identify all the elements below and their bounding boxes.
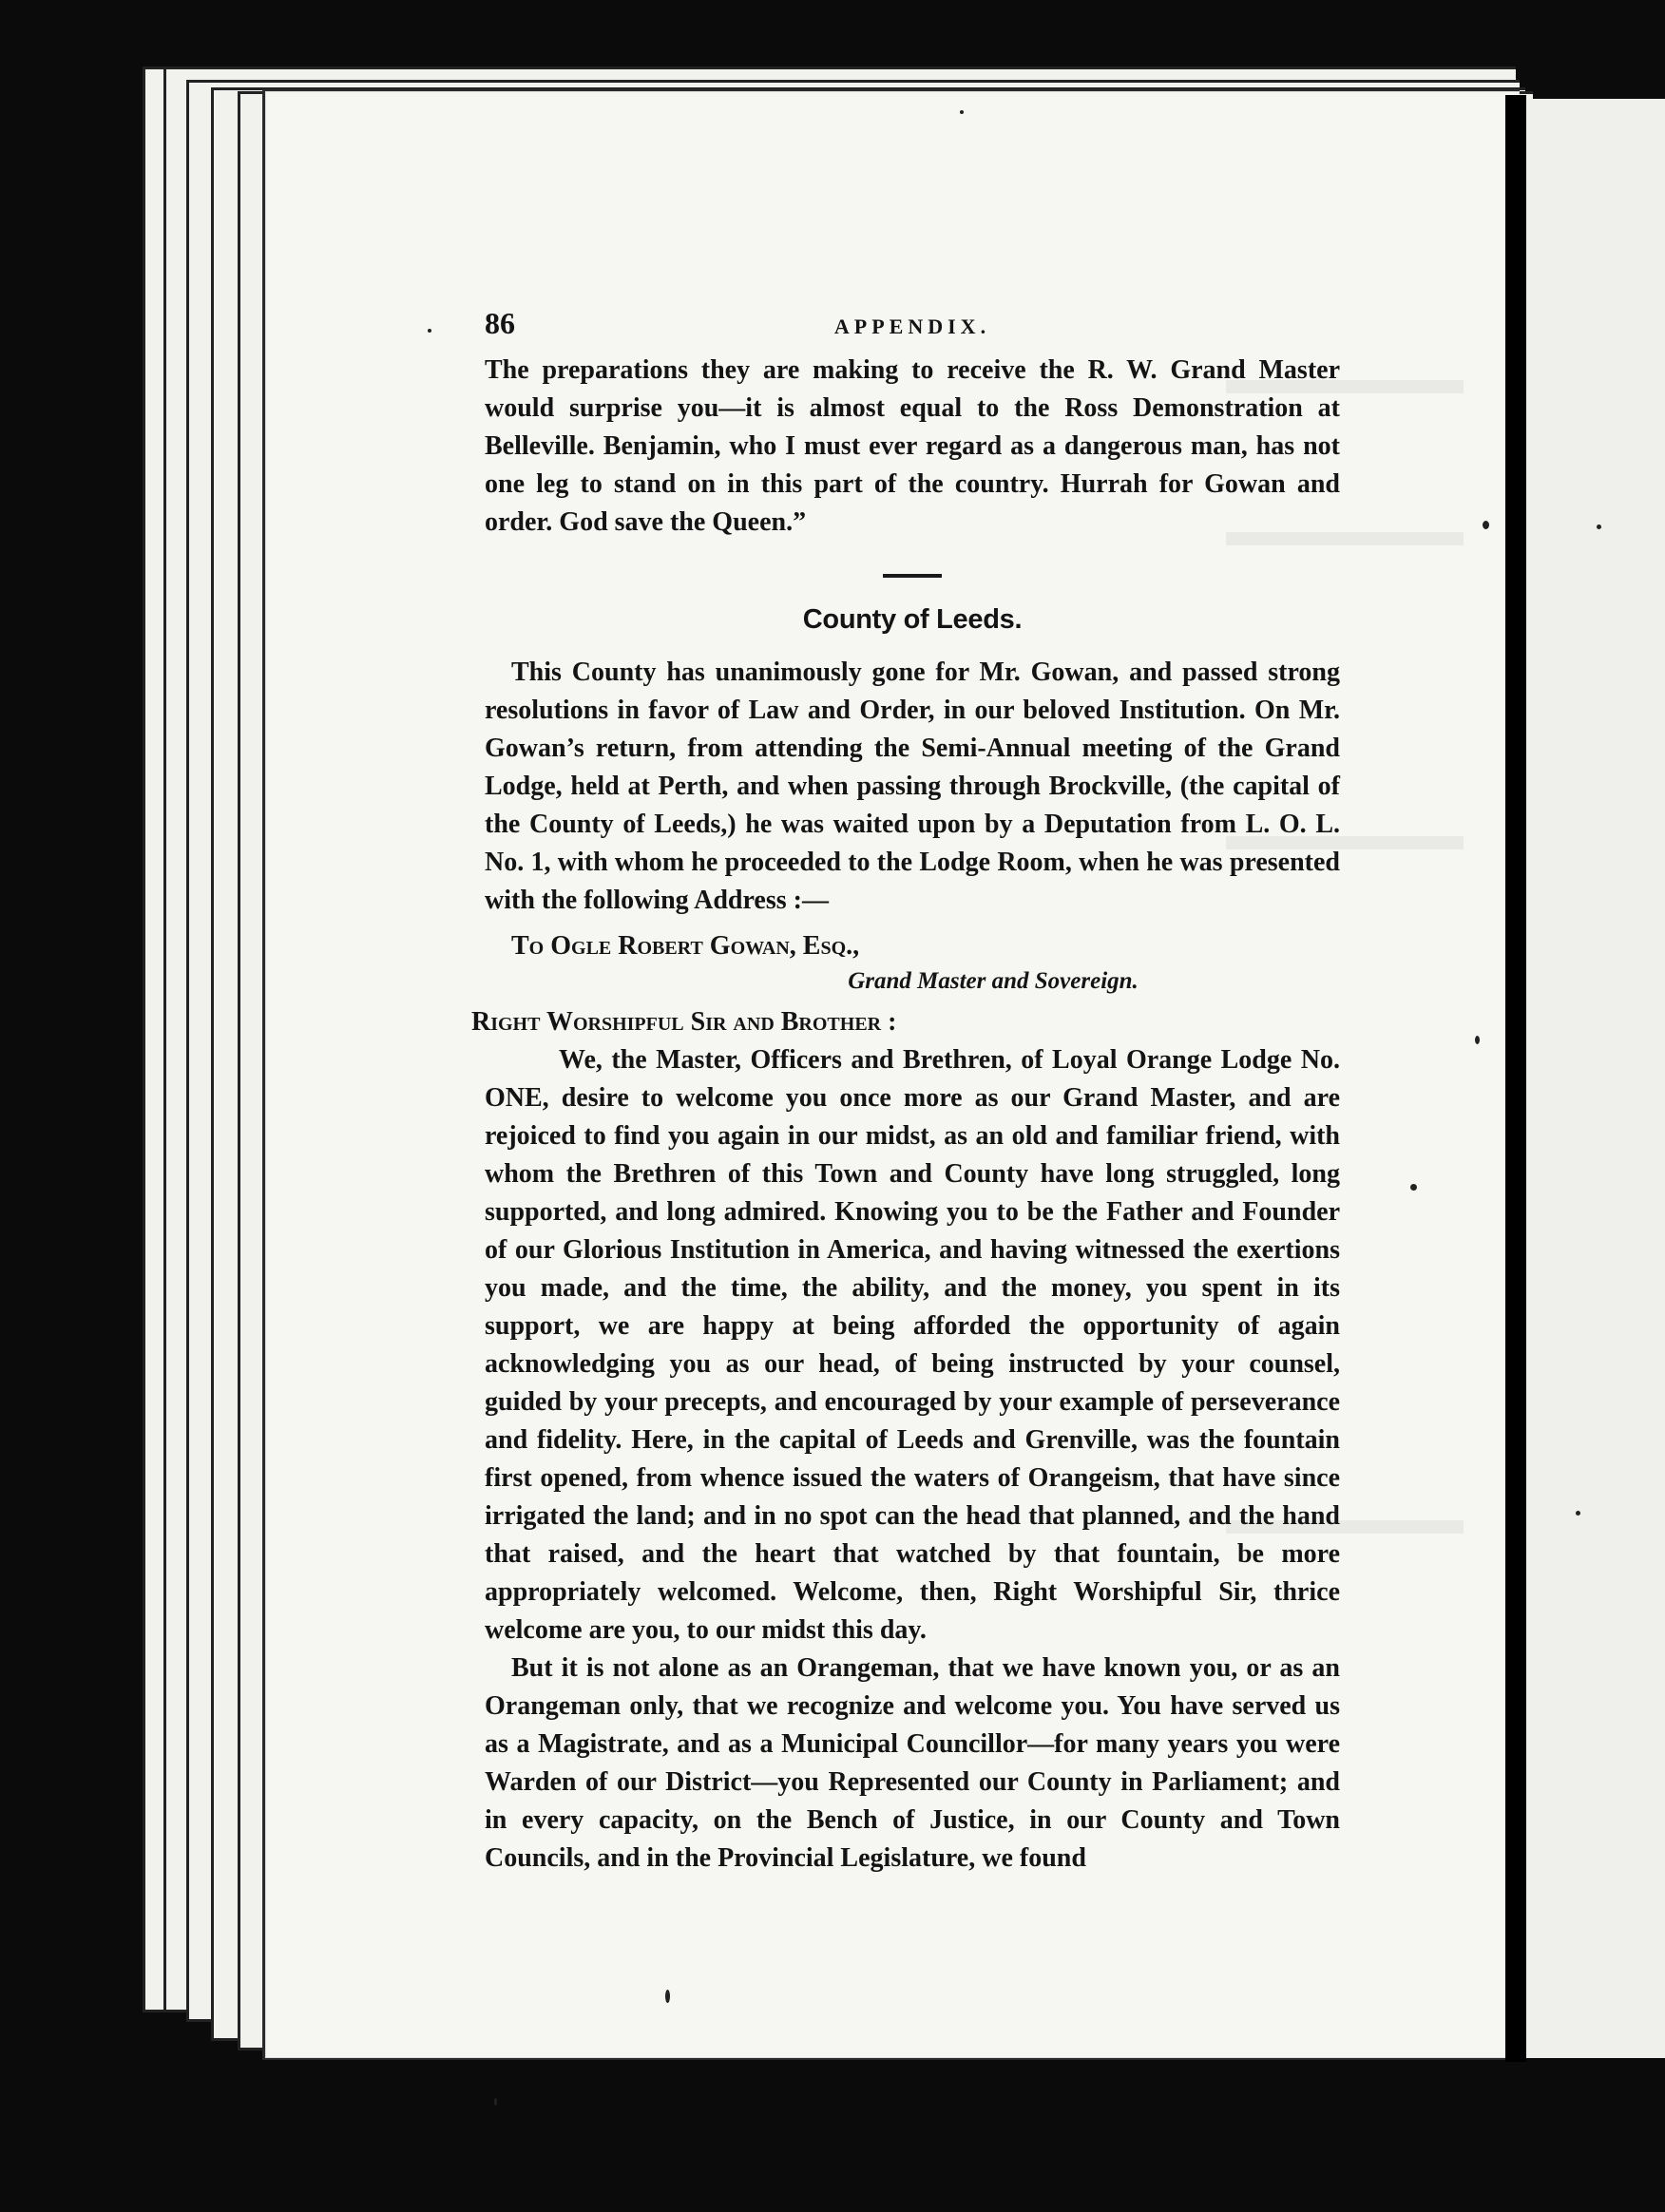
section-divider (883, 574, 942, 578)
page-text (471, 304, 1340, 1878)
facing-page-edge (1526, 99, 1665, 2058)
running-head (485, 304, 1340, 352)
scan-speck (1597, 524, 1601, 529)
scan-speck (428, 329, 431, 333)
scan-speck (1410, 1184, 1417, 1191)
scan-speck (1475, 1036, 1480, 1044)
address-continuation: But it is not alone as an Orangeman, that we have known you, or as an Orangeman only, that we recognize and welcome you. You have served us as a Magistrate, and as a Municipal Councillor—for many years you were Warden of our District—you Represented our County in Parliament; and in every capacity, on the Bench of Justice, in our County and Town Councils, and in the Provincial Legislature, we found (485, 1653, 1340, 1873)
section-intro: This County has unanimously gone for Mr. Gowan, and passed strong resolutions in favor of Law and Order, in our beloved Institution. On Mr. Gowan’s return, from attending the Semi-Annual meeting of the Grand Lodge, held at Perth, and when passing through Brockville, (the capital of the County of Leeds,) he was waited upon by a Deputation from L. O. L. No. 1, with whom he proceeded to the Lodge Room, when he was presented with the following Address :— (485, 658, 1340, 915)
scan-speck (1576, 1511, 1580, 1516)
scan-speck (665, 1990, 670, 2003)
scan-speck (1483, 521, 1489, 529)
section-title: County of Leeds. (802, 604, 1023, 635)
address-greeting: Right Worshipful Sir and Brother : (471, 1007, 897, 1037)
book-gutter (1505, 95, 1526, 2062)
address-recipient-title: Grand Master and Sovereign. (848, 968, 1139, 994)
address-recipient: To Ogle Robert Gowan, Esq., (511, 931, 860, 961)
scan-speck (494, 2098, 497, 2106)
running-head-title: APPENDIX. (833, 315, 991, 338)
opening-paragraph: The preparations they are making to receive the R. W. Grand Master would surprise you—it is almost equal to the Ross Demonstration at Belleville. Benjamin, who I must ever regard as a dangerous man, has not one leg to stand on in this part of the country. Hurrah for Gowan and order. God save the Queen.” (485, 355, 1340, 537)
scan-speck (960, 110, 964, 114)
page-number: 86 (485, 306, 515, 340)
address-body: We, the Master, Officers and Brethren, of Loyal Orange Lodge No. ONE, desire to welcome you once more as our Grand Master, and are rejoiced to find you again in our midst, as an old and familiar friend, with whom the Brethren of this Town and County have long struggled, long supported, and long admired. Knowing you to be the Father and Founder of our Glorious Institution in America, and having witnessed the exertions you made, and the time, the ability, and the money, you spent in its support, we are happy at being afforded the opportunity of again acknowledging you as our head, of being instructed by your counsel, guided by your precepts, and encouraged by your example of perseverance and fidelity. Here, in the capital of Leeds and Grenville, was the fountain first opened, from whence issued the waters of Orangeism, that have since irrigated the land; and in no spot can the head that planned, and the hand that raised, and the heart that watched by that fountain, be more appropriately welcomed. Welcome, then, Right Worshipful Sir, thrice welcome are you, to our midst this day. (485, 1045, 1340, 1645)
